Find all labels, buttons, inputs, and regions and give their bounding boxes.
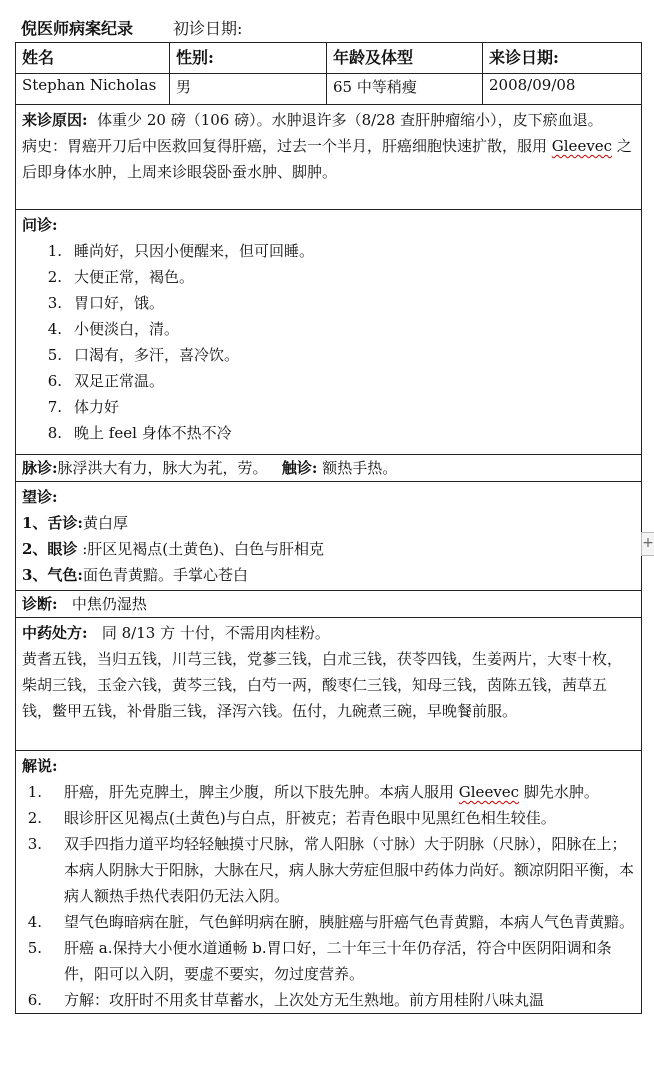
- list-item: 1. 睡尚好，只因小便醒来，但可回睡。: [47, 242, 315, 260]
- explain-list: [22, 779, 635, 1013]
- age-build-label: 年龄及体型: [327, 43, 483, 74]
- history-text-pre: 病史：胃癌开刀后中医救回复得肝癌，过去一个半月，肝癌细胞快速扩散，服用: [22, 137, 552, 155]
- pulse-label: 脉诊:: [22, 459, 58, 477]
- list-item: 2. 大便正常，褐色。: [47, 268, 195, 286]
- observe-row: [16, 482, 642, 591]
- list-item: 7. 体力好: [47, 398, 120, 416]
- color-diagnosis: 3、气色:面色青黄黯。手掌心苍白: [22, 566, 248, 584]
- list-item: 4. 望气色晦暗病在脏，气色鲜明病在腑，胰脏癌与肝癌气色青黄黯，本病人气色青黄黯。: [27, 913, 635, 931]
- herb-list: 黄耆五钱，当归五钱，川芎三钱，党蔘三钱，白朮三钱，茯苓四钱，生姜两片，大枣十枚，柴胡三钱，玉金六钱，黄芩三钱，白芍一两，酸枣仁三钱，知母三钱，茵陈五钱，茜草五钱，鳖甲五钱，补骨脂三钱，泽泻六钱。伍付，九碗煮三碗，早晚餐前服。: [22, 650, 623, 720]
- info-header-row: [16, 43, 642, 74]
- gender-label: 性别:: [170, 43, 327, 74]
- record-table: [15, 42, 642, 1014]
- name-value: Stephan Nicholas: [16, 74, 170, 105]
- age-build-value: 65 中等稍瘦: [327, 74, 483, 105]
- touch-label: 触诊:: [281, 459, 318, 477]
- pulse-text: 脉浮洪大有力，脉大为芤，劳。: [57, 459, 268, 477]
- prescription-label: 中药处方:: [22, 624, 88, 642]
- visit-date-value: 2008/09/08: [483, 74, 642, 105]
- eye-diagnosis: 2、眼诊 :肝区见褐点(土黄色)、白色与肝相克: [22, 540, 324, 558]
- list-item: 2. 眼诊肝区见褐点(土黄色)与白点，肝被克；若青色眼中见黑红色相生较佳。: [27, 809, 556, 827]
- list-item: 5. 口渴有，多汗，喜冷饮。: [47, 346, 240, 364]
- diagnosis-label: 诊断:: [22, 595, 58, 613]
- drug-name: Gleevec: [458, 783, 520, 801]
- record-header: [15, 12, 641, 42]
- record-title: 倪医师病案纪录: [21, 18, 134, 38]
- list-item: 3. 双手四指力道平均轻轻触摸寸尺脉，常人阳脉（寸脉）大于阴脉（尺脉），阳脉在上；本病人阴脉大于阳脉，大脉在尺，病人脉大劳症但服中药体力尚好。额凉阴阳平衡，本病人额热手热代表阳仍无法入阴。: [27, 835, 635, 905]
- visit-reason: [22, 107, 635, 133]
- info-value-row: [16, 74, 642, 105]
- history-text-post: 之后即身体水肿，上周来诊眼袋卧蚕水肿、脚肿。: [22, 137, 632, 181]
- list-item: 1. 肝癌，肝先克脾土，脾主少腹，所以下肢先肿。本病人服用 Gleevec 脚先水肿。: [27, 783, 599, 801]
- inquiry-list: [22, 238, 635, 446]
- list-item: 4. 小便淡白，清。: [47, 320, 180, 338]
- diagnosis-text: 中焦仍湿热: [71, 595, 147, 613]
- list-item: 8. 晚上 feel 身体不热不冷: [47, 424, 232, 442]
- explanation-row: [16, 751, 642, 1014]
- reason-label: 来诊原因:: [22, 111, 88, 129]
- tongue-diagnosis: 1、舌诊:黄白厚: [22, 514, 128, 532]
- inquiry-label: 问诊:: [22, 216, 58, 234]
- list-item: 5. 肝癌 a.保持大小便水道通畅 b.胃口好，二十年三十年仍存活，符合中医阴阳调和条件，阳可以入阴，要虚不要实，勿过度营养。: [27, 939, 612, 983]
- pulse-row: [16, 455, 642, 482]
- list-item: 6. 双足正常温。: [47, 372, 165, 390]
- list-item: 3. 胃口好，饿。: [47, 294, 165, 312]
- inquiry-row: [16, 210, 642, 455]
- name-label: 姓名: [16, 43, 170, 74]
- expand-handle-icon[interactable]: +: [641, 532, 654, 556]
- touch-text: 额热手热。: [322, 459, 398, 477]
- gender-value: 男: [170, 74, 327, 105]
- list-item: 6. 方解：攻肝时不用炙甘草蓄水，上次处方无生熟地。前方用桂附八味丸温: [27, 991, 545, 1009]
- medical-history: [22, 133, 635, 185]
- drug-name: Gleevec: [551, 137, 613, 155]
- first-visit-date-label: 初诊日期:: [173, 18, 243, 38]
- explain-label: 解说:: [22, 757, 58, 775]
- reason-row: [16, 105, 642, 210]
- observe-label: 望诊:: [22, 488, 58, 506]
- reason-text: 体重少 20 磅（106 磅）。水肿退许多（8/28 查肝肿瘤缩小），皮下瘀血退。: [97, 111, 603, 129]
- visit-date-label: 来诊日期:: [483, 43, 642, 74]
- prescription-row: [16, 618, 642, 751]
- case-record-page: [15, 12, 641, 1014]
- prescription-intro: 同 8/13 方 十付，不需用肉桂粉。: [101, 624, 330, 642]
- diagnosis-row: [16, 591, 642, 618]
